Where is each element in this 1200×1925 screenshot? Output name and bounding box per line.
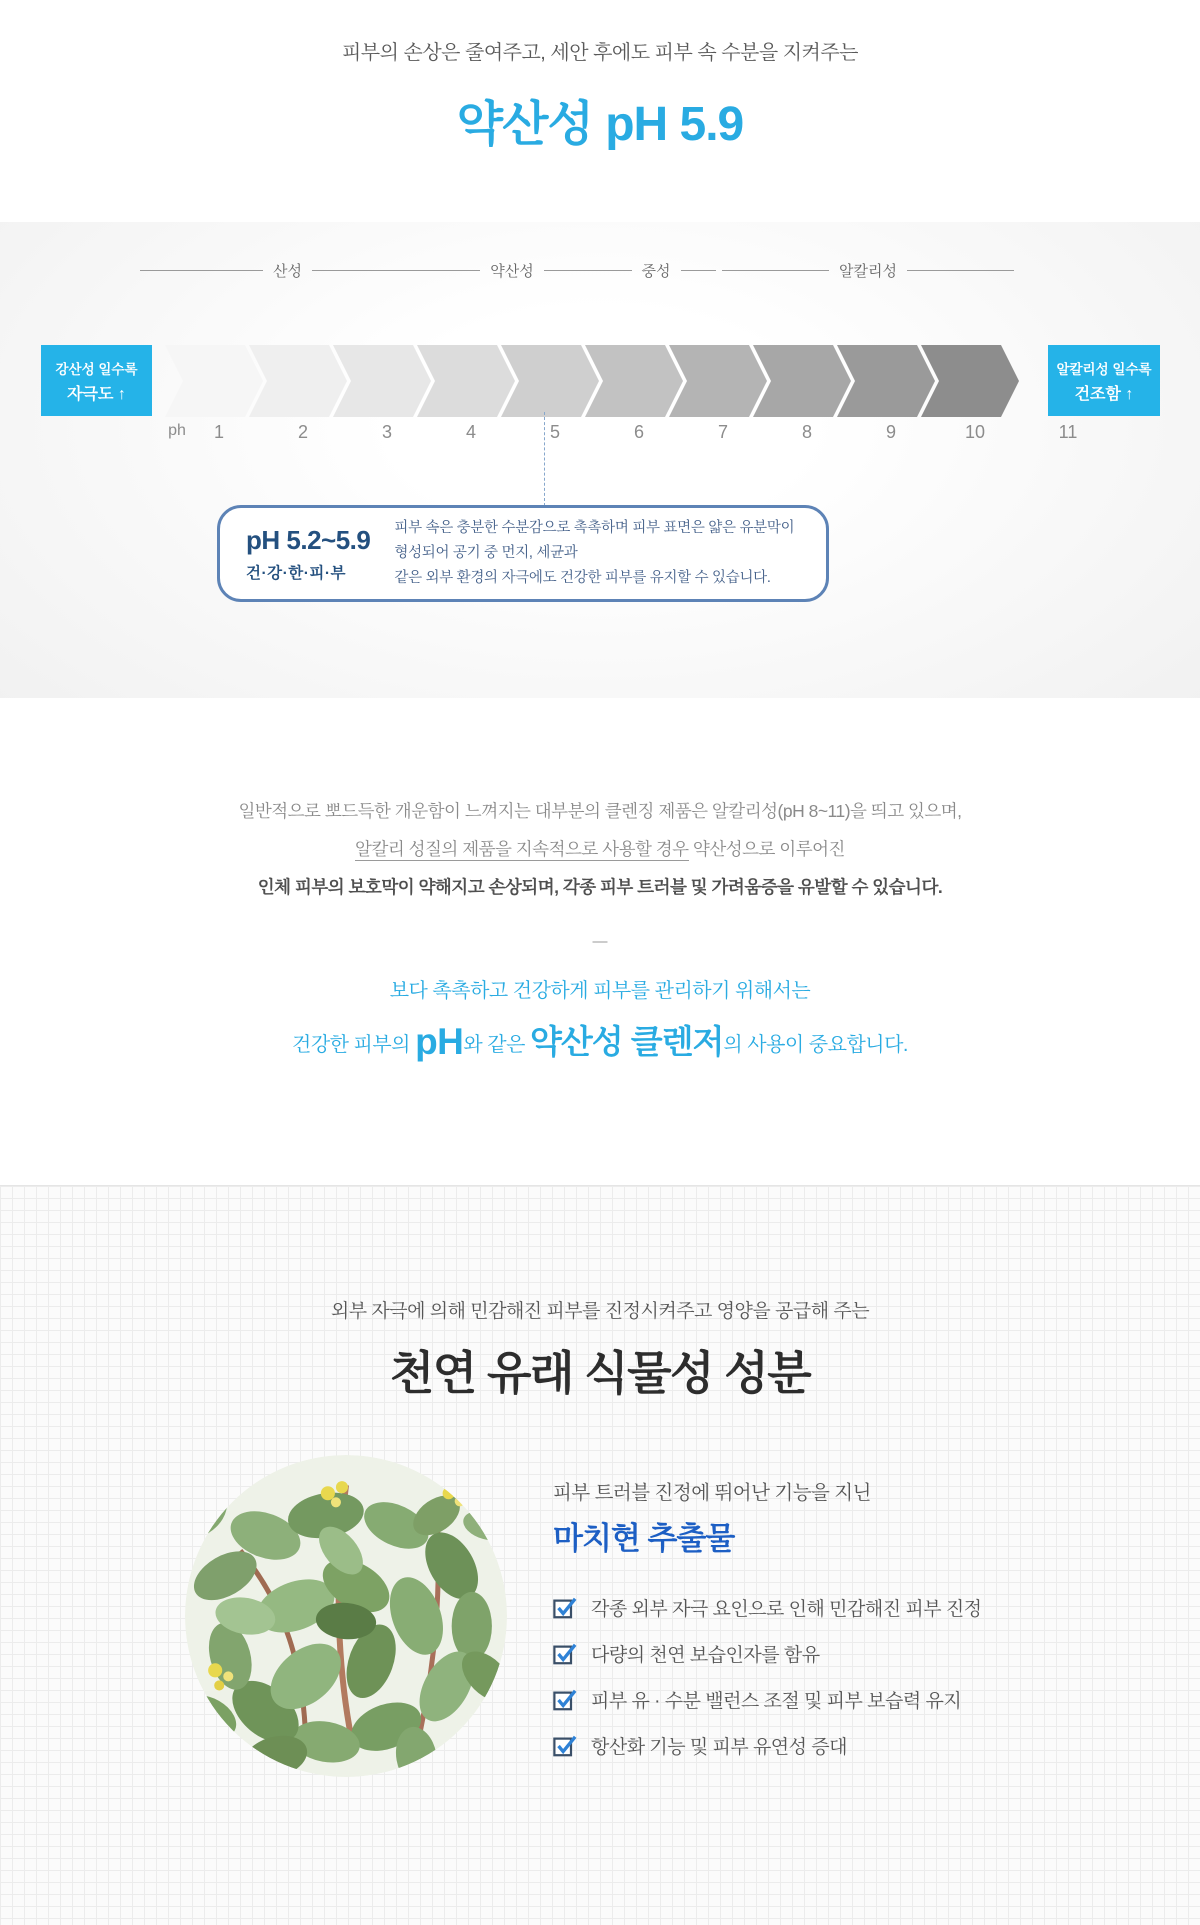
category-label: 중성 xyxy=(641,262,671,280)
ph-tick: 10 xyxy=(964,422,986,442)
ph-unit-label: ph xyxy=(168,422,186,439)
nature-title: 천연 유래 식물성 성분 xyxy=(389,1347,811,1399)
ph-callout-box xyxy=(217,505,829,602)
ingredient-name: 마치현 추출물 xyxy=(553,1521,735,1556)
checkbox-check-icon xyxy=(553,1688,577,1712)
rec-suffix: 의 사용이 중요합니다. xyxy=(723,1034,908,1056)
benefit-text: 피부 유 · 수분 밸런스 조절 및 피부 보습력 유지 xyxy=(591,1691,962,1712)
benefit-text: 다량의 천연 보습인자를 함유 xyxy=(591,1645,820,1666)
ph-tick: 2 xyxy=(297,422,309,442)
intro-line2 xyxy=(0,830,1200,868)
ph-tick: 11 xyxy=(1058,422,1078,442)
ph-tick: 7 xyxy=(717,422,729,442)
ph-tick: 3 xyxy=(381,422,393,442)
benefit-text: 항산화 기능 및 피부 유연성 증대 xyxy=(591,1737,847,1758)
rec-cleanser-emphasis: 약산성 클렌저 xyxy=(529,1023,724,1060)
ph59-pointer-dashed-line xyxy=(544,412,545,506)
ingredient-intro: 피부 트러블 진정에 뛰어난 기능을 지닌 xyxy=(553,1482,871,1504)
ph-tick: 5 xyxy=(549,422,561,442)
ph-tick: 4 xyxy=(465,422,477,442)
purslane-photo-graphic xyxy=(185,1455,507,1777)
checkbox-check-icon xyxy=(553,1596,577,1620)
ph-tick: 6 xyxy=(633,422,645,442)
callout-description xyxy=(394,516,800,591)
benefit-item xyxy=(553,1594,982,1621)
benefit-item xyxy=(553,1640,982,1667)
rec-prefix: 건강한 피부의 xyxy=(292,1034,416,1056)
recommendation-line1: 보다 촉촉하고 건강하게 피부를 관리하기 위해서는 xyxy=(389,980,811,1002)
ingredient-text-block xyxy=(553,1455,982,1778)
benefit-text: 각종 외부 자극 요인으로 인해 민감해진 피부 진정 xyxy=(591,1599,982,1620)
ph-tick: 1 xyxy=(213,422,225,442)
category-label: 산성 xyxy=(273,262,302,280)
header-subtitle: 피부의 손상은 줄여주고, 세안 후에도 피부 속 수분을 지켜주는 xyxy=(341,42,858,64)
rec-mid: 와 같은 xyxy=(463,1034,530,1056)
intro-line2-underlined: 알칼리 성질의 제품을 지속적으로 사용할 경우 xyxy=(355,839,689,859)
section-divider: — xyxy=(592,933,608,950)
purslane-photo xyxy=(185,1455,507,1777)
page-title xyxy=(0,85,1200,154)
recommendation-line2 xyxy=(0,1016,1200,1063)
header-section xyxy=(0,0,1200,222)
callout-healthy-skin: 건·강·한·피·부 xyxy=(246,564,347,582)
strong-acid-line2: 자극도 ↑ xyxy=(67,385,126,403)
category-label: 약산성 xyxy=(490,262,534,280)
benefit-item xyxy=(553,1686,982,1713)
ph-tick: 8 xyxy=(801,422,813,442)
checkbox-check-icon xyxy=(553,1642,577,1666)
rec-ph-emphasis: pH xyxy=(415,1021,464,1062)
category-label: 알칼리성 xyxy=(839,262,897,280)
alkaline-line2: 건조함 ↑ xyxy=(1074,385,1134,403)
alkaline-line1: 알칼리성 일수록 xyxy=(1056,361,1152,377)
ph-tick: 9 xyxy=(885,422,897,442)
page-title-main: 약산성 xyxy=(456,98,593,151)
intro-line3-warning: 인체 피부의 보호막이 약해지고 손상되며, 각종 피부 트러블 및 가려움증을 유발할 수 있습니다. xyxy=(257,877,943,897)
strong-acid-line1: 강산성 일수록 xyxy=(55,361,138,377)
page-title-ph: pH 5.9 xyxy=(592,98,744,151)
benefit-item xyxy=(553,1732,982,1759)
callout-title-block xyxy=(246,525,370,583)
callout-description-line1: 피부 속은 충분한 수분감으로 촉촉하며 피부 표면은 얇은 유분막이 형성되어 공기 중 먼지, 세균과 xyxy=(394,520,795,562)
intro-line2-rest: 약산성으로 이루어진 xyxy=(688,839,845,859)
ingredient-row xyxy=(185,1455,1200,1778)
intro-line1: 일반적으로 뽀드득한 개운함이 느껴지는 대부분의 클렌징 제품은 알칼리성(pH 8~11)을 띄고 있으며, xyxy=(238,801,962,821)
checkbox-check-icon xyxy=(553,1734,577,1758)
intro-section xyxy=(0,698,1200,1185)
ph-number-row xyxy=(0,222,1200,698)
ph-scale-panel xyxy=(0,222,1200,698)
callout-description-line2: 같은 외부 환경의 자극에도 건강한 피부를 유지할 수 있습니다. xyxy=(394,569,771,586)
natural-ingredients-section xyxy=(0,1185,1200,1925)
callout-ph-range: pH 5.2~5.9 xyxy=(246,524,371,555)
benefit-list xyxy=(553,1594,982,1759)
nature-subtitle: 외부 자극에 의해 민감해진 피부를 진정시켜주고 영양을 공급해 주는 xyxy=(330,1301,870,1322)
